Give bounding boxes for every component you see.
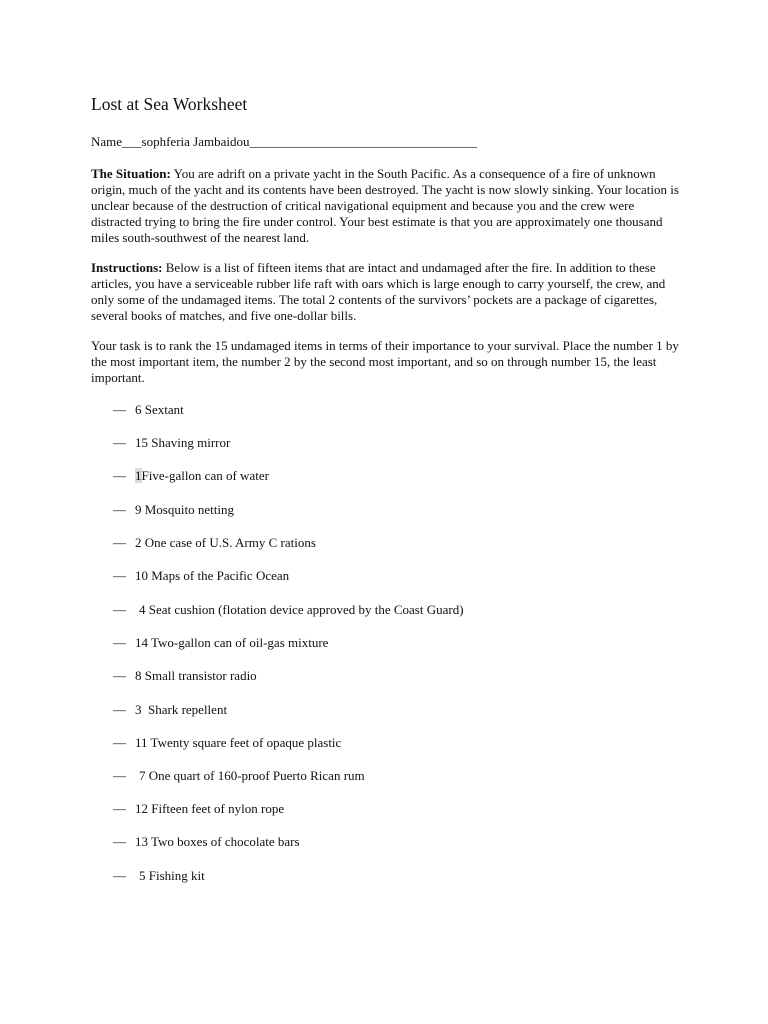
list-item [113,435,230,451]
rank-value[interactable]: 7 [139,768,146,783]
rank-value[interactable]: 5 [139,868,146,883]
dash-marker: — [113,668,126,683]
item-label: Mosquito netting [144,502,234,517]
situation-heading: The Situation: [91,166,171,181]
page-title: Lost at Sea Worksheet [91,94,248,114]
list-item [113,468,269,484]
rank-value[interactable]: 9 [135,502,142,517]
list-item [113,535,316,551]
list-item [113,735,341,751]
rank-value[interactable]: 11 [135,735,148,750]
rank-value[interactable]: 4 [139,602,146,617]
dash-marker: — [113,568,126,583]
name-field[interactable]: Name___sophferia Jambaidou___________________________________ [91,134,477,149]
rank-value[interactable]: 2 [135,535,142,550]
instructions-heading: Instructions: [91,260,163,275]
instructions-paragraph [91,260,681,324]
item-label: Maps of the Pacific Ocean [151,568,290,583]
list-item [113,568,289,584]
list-item [113,402,184,418]
rank-value[interactable]: 8 [135,668,142,683]
list-item [113,702,227,718]
dash-marker: — [113,602,126,617]
dash-marker: — [113,402,126,417]
rank-value[interactable]: 6 [135,402,142,417]
list-item [113,502,234,518]
rank-value[interactable]: 12 [135,801,148,816]
list-item [113,801,284,817]
item-label: Shark repellent [148,702,228,717]
list-item [113,668,257,684]
item-label: Fishing kit [148,868,205,883]
list-item [113,868,205,884]
list-item [113,602,464,618]
item-label: Twenty square feet of opaque plastic [150,735,342,750]
item-label: Small transistor radio [144,668,257,683]
item-label: Shaving mirror [151,435,231,450]
rank-value[interactable]: 3 [135,702,142,717]
item-label: One quart of 160-proof Puerto Rican rum [148,768,365,783]
rank-value[interactable]: 15 [135,435,148,450]
list-item [113,834,300,850]
list-item [113,635,328,651]
item-label: Five-gallon can of water [141,468,269,483]
instructions-text: Below is a list of fifteen items that are intact and undamaged after the fire. In addition to these articles, you have a serviceable rubber life raft with oars which is large enough to carry yourself, the crew, and only some of the undamaged items. The total 2 contents of the survivors’ pockets are a package of cigarettes, several books of matches, and five one-dollar bills. [91,260,666,323]
item-label: Sextant [144,402,184,417]
situation-text: You are adrift on a private yacht in the South Pacific. As a consequence of a fire of unknown origin, much of the yacht and its contents have been destroyed. The yacht is now slowly sinking. Your location is unclear because of the destruction of critical navigational equipment and because you and the crew were distracted trying to bring the fire under control. Your best estimate is that you are approximately one thousand miles south-southwest of the nearest land. [91,166,679,245]
dash-marker: — [113,702,126,717]
dash-marker: — [113,435,126,450]
dash-marker: — [113,535,126,550]
item-label: Two-gallon can of oil-gas mixture [151,635,329,650]
rank-value[interactable]: 1 [135,468,142,483]
item-label: Seat cushion (flotation device approved by the Coast Guard) [148,602,464,617]
dash-marker: — [113,502,126,517]
rank-value[interactable]: 14 [135,635,148,650]
task-paragraph: Your task is to rank the 15 undamaged items in terms of their importance to your survival. Place the number 1 by the most important item, the number 2 by the second most important, and so on through number 15, the least important. [91,338,679,385]
dash-marker: — [113,834,126,849]
item-label: Fifteen feet of nylon rope [151,801,285,816]
list-item [113,768,365,784]
dash-marker: — [113,801,126,816]
dash-marker: — [113,735,126,750]
rank-value[interactable]: 13 [135,834,148,849]
item-label: Two boxes of chocolate bars [151,834,300,849]
dash-marker: — [113,768,126,783]
dash-marker: — [113,635,126,650]
situation-paragraph [91,166,681,246]
item-label: One case of U.S. Army C rations [144,535,316,550]
dash-marker: — [113,468,126,483]
dash-marker: — [113,868,126,883]
rank-value[interactable]: 10 [135,568,148,583]
